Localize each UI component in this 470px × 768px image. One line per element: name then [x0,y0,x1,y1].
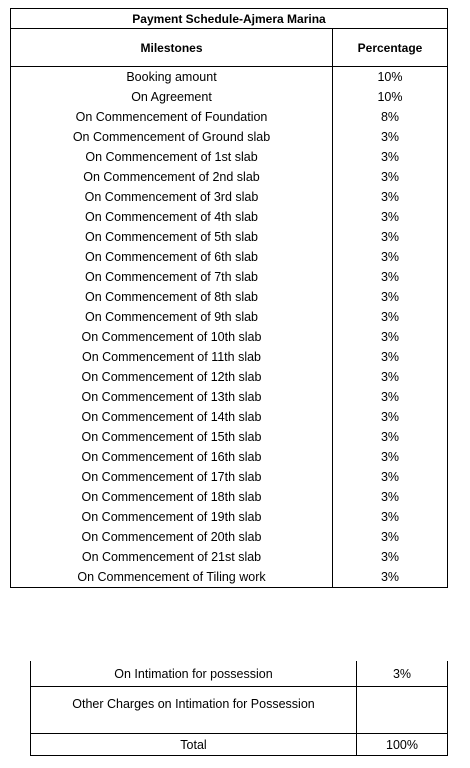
table-row [31,687,448,734]
milestone-cell: On Commencement of 17th slab [11,467,333,487]
milestone-cell: On Commencement of 6th slab [11,247,333,267]
milestone-cell: On Commencement of 13th slab [11,387,333,407]
milestone-cell: On Commencement of 5th slab [11,227,333,247]
table-row [11,527,448,547]
table-row [11,507,448,527]
table-row [11,387,448,407]
milestone-cell: On Commencement of Foundation [11,107,333,127]
milestone-cell: On Commencement of 10th slab [11,327,333,347]
total-label: Total [31,734,357,756]
payment-schedule-table [10,8,448,588]
percentage-cell: 3% [333,207,448,227]
table-row [11,167,448,187]
table-title: Payment Schedule-Ajmera Marina [11,9,448,29]
table-row [11,287,448,307]
total-percentage: 100% [357,734,448,756]
percentage-cell: 3% [333,327,448,347]
percentage-cell [357,687,448,734]
milestone-cell: On Commencement of 20th slab [11,527,333,547]
percentage-cell: 3% [333,527,448,547]
table-row [11,107,448,127]
percentage-cell: 3% [333,187,448,207]
percentage-cell: 3% [333,247,448,267]
table-row [11,447,448,467]
percentage-cell: 3% [333,547,448,567]
percentage-cell: 3% [333,307,448,327]
percentage-cell: 3% [333,487,448,507]
table-row [11,567,448,588]
percentage-cell: 3% [333,567,448,588]
milestone-cell: On Agreement [11,87,333,107]
table-row [11,327,448,347]
milestone-cell: Other Charges on Intimation for Possession [31,687,357,734]
milestone-cell: On Commencement of 7th slab [11,267,333,287]
milestone-cell: On Commencement of 12th slab [11,367,333,387]
table-row [11,547,448,567]
table-row [31,661,448,687]
table-row [11,307,448,327]
table-row [11,347,448,367]
table-row [11,247,448,267]
milestone-cell: On Intimation for possession [31,661,357,687]
percentage-cell: 3% [357,661,448,687]
percentage-cell: 3% [333,507,448,527]
percentage-cell: 3% [333,127,448,147]
table-row [11,407,448,427]
milestone-cell: On Commencement of 8th slab [11,287,333,307]
milestone-cell: On Commencement of 4th slab [11,207,333,227]
percentage-cell: 3% [333,147,448,167]
table-row [11,467,448,487]
milestone-cell: On Commencement of Tiling work [11,567,333,588]
milestone-cell: On Commencement of 15th slab [11,427,333,447]
payment-schedule-continuation-table [30,661,448,756]
milestone-cell: On Commencement of 1st slab [11,147,333,167]
table-row [11,207,448,227]
table-row [11,67,448,88]
table-row [11,187,448,207]
percentage-cell: 3% [333,407,448,427]
percentage-cell: 10% [333,67,448,88]
percentage-cell: 3% [333,387,448,407]
percentage-cell: 3% [333,367,448,387]
milestones-header: Milestones [11,29,333,67]
percentage-cell: 3% [333,347,448,367]
total-row [31,734,448,756]
milestone-cell: On Commencement of 9th slab [11,307,333,327]
percentage-cell: 3% [333,267,448,287]
percentage-cell: 3% [333,167,448,187]
percentage-cell: 10% [333,87,448,107]
milestone-cell: Booking amount [11,67,333,88]
milestone-cell: On Commencement of 18th slab [11,487,333,507]
percentage-cell: 3% [333,287,448,307]
table-row [11,127,448,147]
percentage-cell: 3% [333,467,448,487]
milestone-cell: On Commencement of 19th slab [11,507,333,527]
milestone-cell: On Commencement of 2nd slab [11,167,333,187]
milestone-cell: On Commencement of 16th slab [11,447,333,467]
percentage-cell: 3% [333,227,448,247]
milestone-cell: On Commencement of 11th slab [11,347,333,367]
percentage-cell: 3% [333,447,448,467]
table-row [11,227,448,247]
table-row [11,147,448,167]
table-row [11,487,448,507]
table-row [11,87,448,107]
percentage-header: Percentage [333,29,448,67]
table-row [11,367,448,387]
milestone-cell: On Commencement of Ground slab [11,127,333,147]
percentage-cell: 3% [333,427,448,447]
milestone-cell: On Commencement of 3rd slab [11,187,333,207]
table-row [11,267,448,287]
percentage-cell: 8% [333,107,448,127]
table-row [11,427,448,447]
milestone-cell: On Commencement of 14th slab [11,407,333,427]
milestone-cell: On Commencement of 21st slab [11,547,333,567]
